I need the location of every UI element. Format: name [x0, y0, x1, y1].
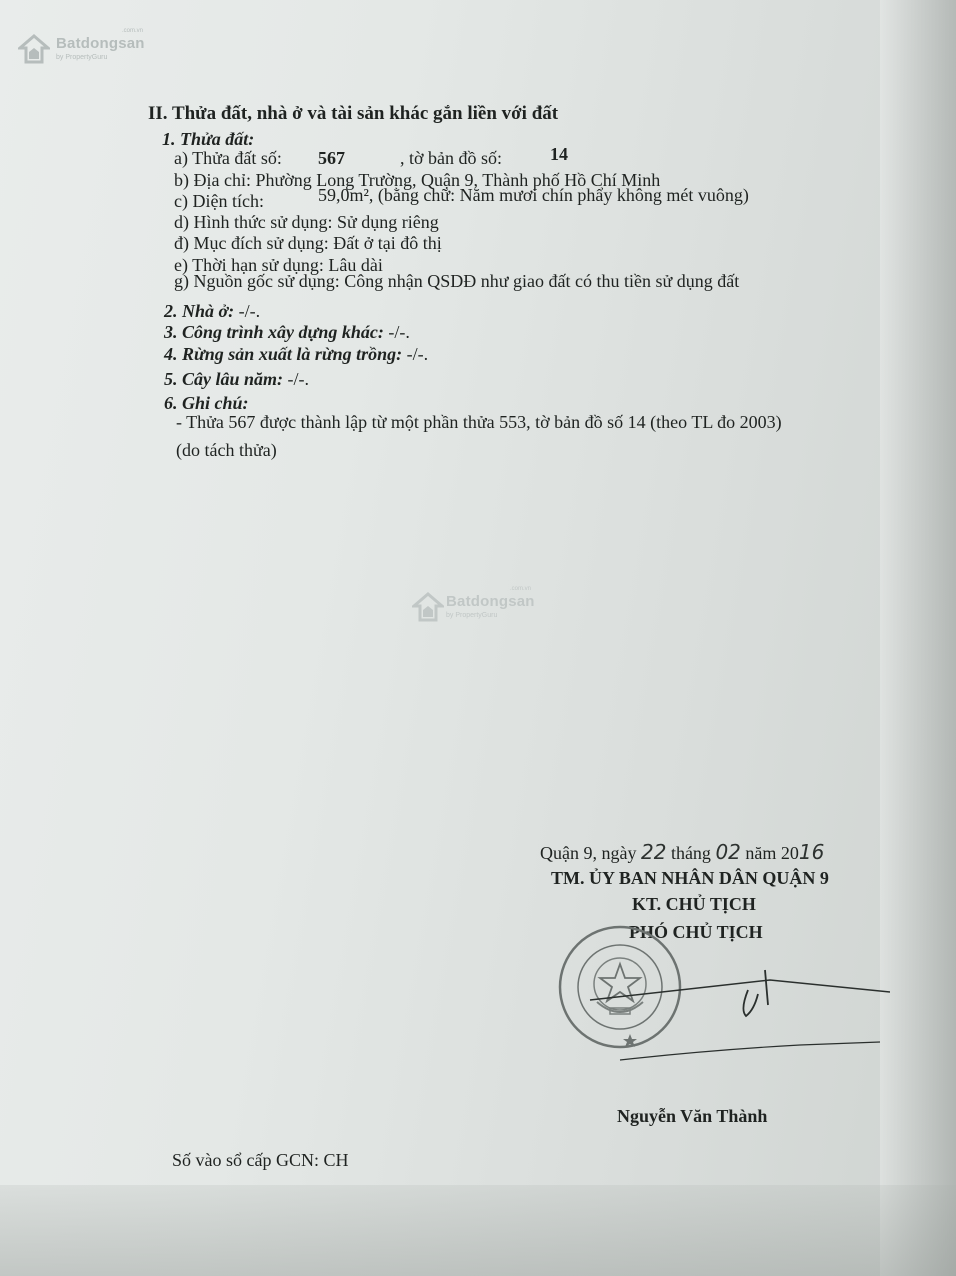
date-year-label: năm 20 — [745, 843, 799, 863]
item2-title: 2. Nhà ở: — [164, 301, 235, 321]
paper-fold-right — [880, 0, 956, 1276]
item5-title: 5. Cây lâu năm: — [164, 369, 284, 389]
section-heading: II. Thửa đất, nhà ở và tài sản khác gắn liền với đất — [148, 103, 559, 124]
area-label: c) Diện tích: — [174, 191, 264, 211]
usage-form-row: d) Hình thức sử dụng: Sử dụng riêng — [174, 212, 439, 232]
note-line-1: - Thửa 567 được thành lập từ một phần thửa 553, tờ bản đồ số 14 (theo TL đo 2003) — [176, 412, 782, 432]
watermark-logo-icon — [412, 592, 444, 622]
map-sheet-label: , tờ bản đồ số: — [400, 148, 503, 168]
parcel-number-row — [174, 144, 568, 169]
item2-value: -/-. — [234, 301, 261, 321]
issue-date-row — [540, 841, 824, 864]
address-row: b) Địa chỉ: Phường Long Trường, Quận 9, Thành phố Hồ Chí Minh — [174, 170, 661, 190]
item2-row — [164, 300, 260, 322]
item4-row — [164, 343, 428, 365]
item4-title: 4. Rừng sản xuất là rừng trồng: — [164, 344, 403, 364]
usage-origin-row: g) Nguồn gốc sử dụng: Công nhận QSDĐ như giao đất có thu tiền sử dụng đất — [174, 271, 740, 291]
watermark-center-domain: .com.vn — [510, 586, 532, 592]
item5-row — [164, 368, 309, 390]
usage-purpose-row: đ) Mục đích sử dụng: Đất ở tại đô thị — [174, 233, 442, 253]
item5-value: -/-. — [283, 369, 310, 389]
date-month-label: tháng — [670, 843, 711, 863]
area-row — [174, 185, 749, 212]
item3-value: -/-. — [383, 322, 410, 342]
item6-title: 6. Ghi chú: — [164, 393, 249, 413]
watermark-top-domain: .com.vn — [122, 28, 144, 34]
watermark-top-sub: by PropertyGuru — [56, 54, 108, 61]
date-prefix: Quận 9, ngày — [540, 843, 637, 863]
map-sheet-value: 14 — [550, 144, 568, 164]
signer-name: Nguyễn Văn Thành — [617, 1106, 768, 1126]
watermark-top-brand: Batdongsan — [56, 35, 145, 52]
authority-line-1: TM. ỦY BAN NHÂN DÂN QUẬN 9 — [551, 868, 829, 888]
note-line-2: (do tách thửa) — [176, 440, 277, 460]
item4-value: -/-. — [402, 344, 429, 364]
authority-line-3: PHÓ CHỦ TỊCH — [629, 922, 763, 942]
watermark-center-sub: by PropertyGuru — [446, 612, 498, 619]
date-month: 02 — [715, 840, 741, 864]
watermark-logo-icon — [18, 34, 50, 64]
parcel-number-label: a) Thửa đất số: — [174, 148, 282, 168]
registry-number: Số vào sổ cấp GCN: CH — [172, 1150, 349, 1170]
handwritten-signature — [560, 960, 890, 1070]
date-year: 16 — [798, 840, 825, 864]
watermark-center-brand: Batdongsan — [446, 593, 535, 610]
item3-title: 3. Công trình xây dựng khác: — [164, 322, 384, 342]
item3-row — [164, 321, 410, 343]
paper-fold-bottom — [0, 1185, 956, 1276]
usage-term-row: e) Thời hạn sử dụng: Lâu dài — [174, 255, 383, 275]
area-value: 59,0m², (bằng chữ: Năm mươi chín phẩy không mét vuông) — [318, 185, 749, 205]
date-day: 22 — [640, 840, 667, 864]
authority-line-2: KT. CHỦ TỊCH — [632, 894, 756, 914]
parcel-number-value: 567 — [318, 148, 345, 168]
item1-title: 1. Thửa đất: — [162, 129, 255, 149]
